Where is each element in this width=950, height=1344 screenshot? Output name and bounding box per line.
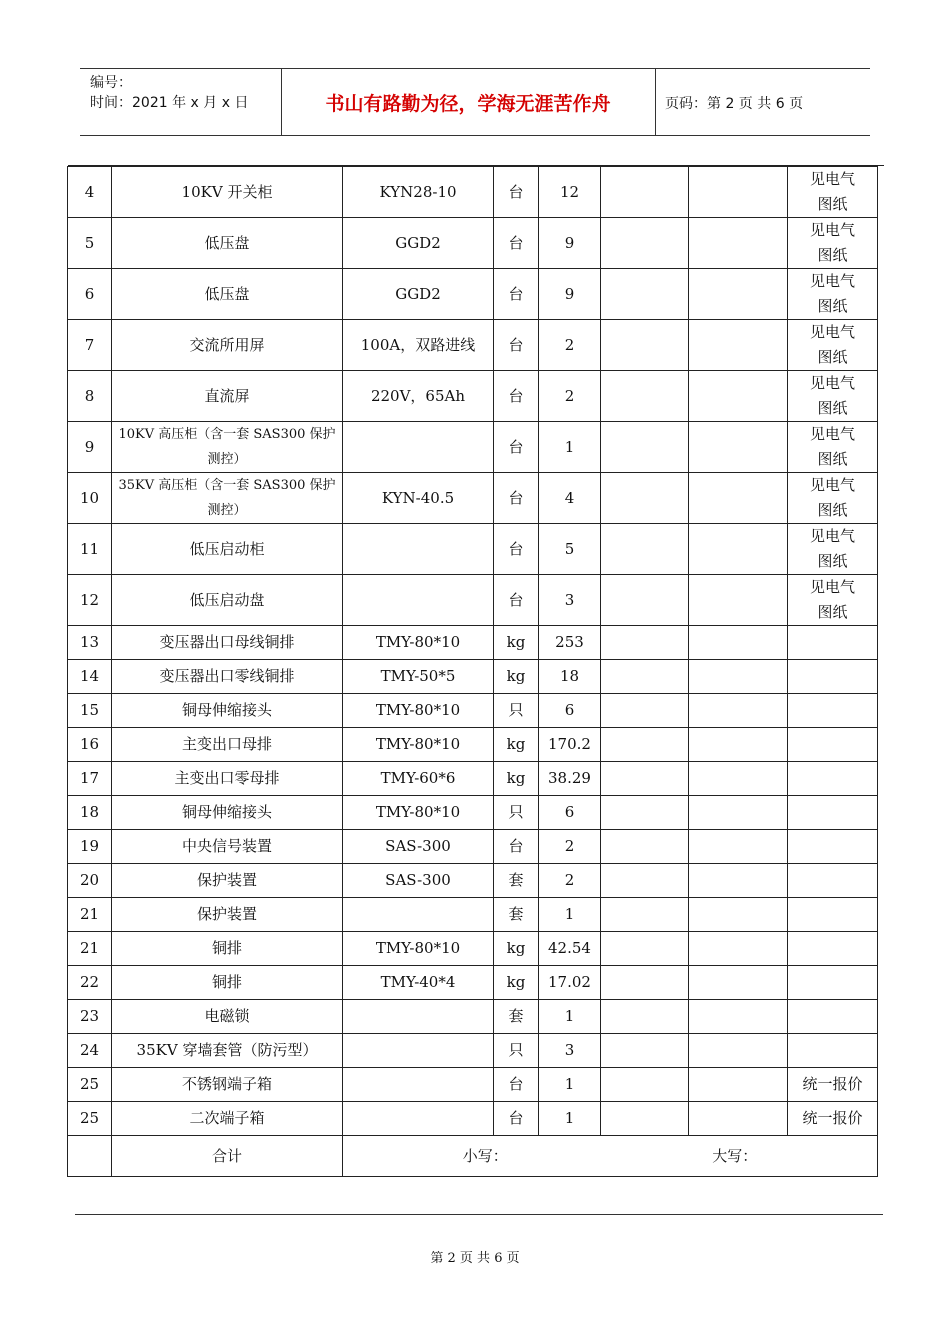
header-motto: 书山有路勤为径，学海无涯苦作舟 — [325, 93, 611, 115]
item-amount — [689, 575, 788, 626]
item-note — [788, 796, 878, 830]
item-note: 统一报价 — [788, 1102, 878, 1136]
item-quantity: 3 — [539, 1034, 601, 1068]
row-number: 17 — [68, 762, 112, 796]
page-footer: 第 2 页 共 6 页 — [430, 1251, 520, 1266]
item-quantity: 12 — [539, 167, 601, 218]
item-quantity: 6 — [539, 796, 601, 830]
item-model — [343, 1068, 494, 1102]
item-unit-price — [601, 694, 689, 728]
item-unit: 台 — [494, 320, 539, 371]
item-amount — [689, 932, 788, 966]
item-unit: kg — [494, 728, 539, 762]
table-row — [68, 898, 878, 932]
item-amount — [689, 1068, 788, 1102]
row-number: 4 — [68, 167, 112, 218]
item-unit: 台 — [494, 218, 539, 269]
item-quantity: 5 — [539, 524, 601, 575]
item-unit: kg — [494, 762, 539, 796]
table-row — [68, 1000, 878, 1034]
item-unit: 台 — [494, 167, 539, 218]
table-row — [68, 167, 878, 218]
item-quantity: 3 — [539, 575, 601, 626]
item-model — [343, 575, 494, 626]
item-unit: 台 — [494, 422, 539, 473]
item-quantity: 2 — [539, 864, 601, 898]
item-unit: 套 — [494, 864, 539, 898]
item-note — [788, 966, 878, 1000]
table-body — [68, 167, 878, 1136]
item-amount — [689, 473, 788, 524]
item-name: 铜排 — [112, 932, 343, 966]
item-amount — [689, 524, 788, 575]
row-number: 25 — [68, 1068, 112, 1102]
item-quantity: 1 — [539, 1000, 601, 1034]
item-unit-price — [601, 830, 689, 864]
item-model: TMY-80*10 — [343, 694, 494, 728]
table-row — [68, 694, 878, 728]
item-unit: 台 — [494, 575, 539, 626]
item-unit: 只 — [494, 796, 539, 830]
table-row — [68, 796, 878, 830]
table-row — [68, 473, 878, 524]
table-row — [68, 269, 878, 320]
table-row — [68, 728, 878, 762]
item-name: 低压启动柜 — [112, 524, 343, 575]
item-model: TMY-60*6 — [343, 762, 494, 796]
table-row — [68, 524, 878, 575]
table-row — [68, 422, 878, 473]
item-name: 10KV 高压柜（含一套 SAS300 保护测控） — [112, 422, 343, 473]
item-quantity: 2 — [539, 320, 601, 371]
item-unit: 台 — [494, 1068, 539, 1102]
item-unit-price — [601, 864, 689, 898]
row-number: 20 — [68, 864, 112, 898]
item-note — [788, 932, 878, 966]
item-note: 见电气图纸 — [788, 575, 878, 626]
item-note — [788, 898, 878, 932]
item-model: KYN28-10 — [343, 167, 494, 218]
item-amount — [689, 167, 788, 218]
item-quantity: 1 — [539, 1068, 601, 1102]
item-unit-price — [601, 1068, 689, 1102]
table-row — [68, 660, 878, 694]
item-model — [343, 1102, 494, 1136]
item-amount — [689, 830, 788, 864]
row-number: 18 — [68, 796, 112, 830]
item-unit-price — [601, 762, 689, 796]
table-row — [68, 371, 878, 422]
item-unit: 台 — [494, 371, 539, 422]
item-unit: 台 — [494, 524, 539, 575]
item-note — [788, 694, 878, 728]
row-number: 12 — [68, 575, 112, 626]
item-model — [343, 898, 494, 932]
row-number: 23 — [68, 1000, 112, 1034]
item-name: 变压器出口零线铜排 — [112, 660, 343, 694]
total-uppercase-label: 大写： — [712, 1146, 758, 1165]
item-quantity: 253 — [539, 626, 601, 660]
item-note — [788, 864, 878, 898]
item-name: 铜母伸缩接头 — [112, 796, 343, 830]
item-note — [788, 1000, 878, 1034]
item-quantity: 4 — [539, 473, 601, 524]
row-number: 21 — [68, 898, 112, 932]
time-label: 时间：2021 年 x 月 x 日 — [90, 95, 249, 111]
item-quantity: 17.02 — [539, 966, 601, 1000]
item-unit: kg — [494, 966, 539, 1000]
item-name: 直流屏 — [112, 371, 343, 422]
item-amount — [689, 320, 788, 371]
item-unit: kg — [494, 626, 539, 660]
item-unit-price — [601, 898, 689, 932]
item-name: 低压盘 — [112, 269, 343, 320]
item-note: 见电气图纸 — [788, 320, 878, 371]
item-unit: 台 — [494, 269, 539, 320]
table-row — [68, 218, 878, 269]
item-amount — [689, 218, 788, 269]
item-unit-price — [601, 728, 689, 762]
item-quantity: 2 — [539, 830, 601, 864]
item-amount — [689, 898, 788, 932]
item-name: 铜母伸缩接头 — [112, 694, 343, 728]
item-model: KYN-40.5 — [343, 473, 494, 524]
row-number: 13 — [68, 626, 112, 660]
item-amount — [689, 728, 788, 762]
item-unit: 台 — [494, 830, 539, 864]
item-amount — [689, 1000, 788, 1034]
item-note — [788, 830, 878, 864]
item-amount — [689, 422, 788, 473]
item-model: TMY-80*10 — [343, 626, 494, 660]
item-note: 见电气图纸 — [788, 269, 878, 320]
item-amount — [689, 269, 788, 320]
item-unit: 台 — [494, 1102, 539, 1136]
item-unit-price — [601, 320, 689, 371]
item-amount — [689, 694, 788, 728]
item-unit: 套 — [494, 1000, 539, 1034]
item-unit-price — [601, 966, 689, 1000]
item-name: 保护装置 — [112, 898, 343, 932]
item-model: TMY-80*10 — [343, 932, 494, 966]
item-model: TMY-80*10 — [343, 728, 494, 762]
item-name: 35KV 高压柜（含一套 SAS300 保护测控） — [112, 473, 343, 524]
item-name: 铜排 — [112, 966, 343, 1000]
item-name: 电磁锁 — [112, 1000, 343, 1034]
item-quantity: 170.2 — [539, 728, 601, 762]
item-model — [343, 524, 494, 575]
item-unit-price — [601, 660, 689, 694]
item-amount — [689, 966, 788, 1000]
item-note: 见电气图纸 — [788, 473, 878, 524]
item-unit: 台 — [494, 473, 539, 524]
item-quantity: 1 — [539, 1102, 601, 1136]
item-name: 中央信号装置 — [112, 830, 343, 864]
item-unit: kg — [494, 660, 539, 694]
item-quantity: 9 — [539, 218, 601, 269]
item-unit-price — [601, 473, 689, 524]
row-number: 10 — [68, 473, 112, 524]
table-row — [68, 575, 878, 626]
header-meta — [90, 73, 248, 113]
footer-rule — [75, 1214, 883, 1215]
item-note: 见电气图纸 — [788, 524, 878, 575]
item-unit-price — [601, 269, 689, 320]
item-name: 主变出口母排 — [112, 728, 343, 762]
row-number: 8 — [68, 371, 112, 422]
item-model: TMY-80*10 — [343, 796, 494, 830]
item-name: 二次端子箱 — [112, 1102, 343, 1136]
equipment-table — [67, 166, 878, 1177]
item-amount — [689, 1034, 788, 1068]
item-amount — [689, 796, 788, 830]
item-model: SAS-300 — [343, 830, 494, 864]
item-model: GGD2 — [343, 269, 494, 320]
item-note — [788, 762, 878, 796]
item-model — [343, 1034, 494, 1068]
item-model: TMY-50*5 — [343, 660, 494, 694]
row-number: 15 — [68, 694, 112, 728]
row-number: 19 — [68, 830, 112, 864]
item-unit: 只 — [494, 694, 539, 728]
item-name: 保护装置 — [112, 864, 343, 898]
item-note — [788, 728, 878, 762]
item-unit: 只 — [494, 1034, 539, 1068]
item-name: 主变出口零母排 — [112, 762, 343, 796]
item-quantity: 1 — [539, 898, 601, 932]
item-quantity: 9 — [539, 269, 601, 320]
item-model — [343, 1000, 494, 1034]
item-amount — [689, 1102, 788, 1136]
item-note: 见电气图纸 — [788, 167, 878, 218]
item-unit-price — [601, 796, 689, 830]
item-unit-price — [601, 371, 689, 422]
item-note: 统一报价 — [788, 1068, 878, 1102]
table-row — [68, 1102, 878, 1136]
item-name: 低压盘 — [112, 218, 343, 269]
row-number: 5 — [68, 218, 112, 269]
table-row — [68, 1068, 878, 1102]
row-number: 16 — [68, 728, 112, 762]
table-row — [68, 320, 878, 371]
item-quantity: 2 — [539, 371, 601, 422]
item-name: 10KV 开关柜 — [112, 167, 343, 218]
item-note — [788, 660, 878, 694]
serial-label: 编号： — [90, 75, 132, 91]
total-row — [68, 1136, 878, 1177]
total-amount-cell — [343, 1136, 878, 1177]
item-unit: kg — [494, 932, 539, 966]
row-number: 25 — [68, 1102, 112, 1136]
header-page-number: 页码：第 2 页 共 6 页 — [665, 95, 804, 112]
item-model: 220V，65Ah — [343, 371, 494, 422]
total-no-cell — [68, 1136, 112, 1177]
item-note: 见电气图纸 — [788, 422, 878, 473]
item-note: 见电气图纸 — [788, 218, 878, 269]
item-note — [788, 1034, 878, 1068]
table-row — [68, 1034, 878, 1068]
item-unit-price — [601, 167, 689, 218]
item-unit: 套 — [494, 898, 539, 932]
total-lowercase-label: 小写： — [462, 1146, 508, 1165]
item-unit-price — [601, 1000, 689, 1034]
item-model — [343, 422, 494, 473]
item-unit-price — [601, 524, 689, 575]
item-amount — [689, 762, 788, 796]
table-row — [68, 864, 878, 898]
item-model: GGD2 — [343, 218, 494, 269]
item-quantity: 18 — [539, 660, 601, 694]
item-quantity: 1 — [539, 422, 601, 473]
item-unit-price — [601, 575, 689, 626]
table-row — [68, 966, 878, 1000]
table-row — [68, 762, 878, 796]
header-divider — [655, 69, 656, 135]
item-name: 低压启动盘 — [112, 575, 343, 626]
row-number: 14 — [68, 660, 112, 694]
item-unit-price — [601, 1034, 689, 1068]
table-row — [68, 932, 878, 966]
item-unit-price — [601, 932, 689, 966]
page-header — [80, 68, 870, 136]
item-name: 变压器出口母线铜排 — [112, 626, 343, 660]
row-number: 21 — [68, 932, 112, 966]
item-name: 交流所用屏 — [112, 320, 343, 371]
item-amount — [689, 864, 788, 898]
row-number: 7 — [68, 320, 112, 371]
row-number: 6 — [68, 269, 112, 320]
item-unit-price — [601, 1102, 689, 1136]
row-number: 11 — [68, 524, 112, 575]
item-note — [788, 626, 878, 660]
item-quantity: 38.29 — [539, 762, 601, 796]
item-unit-price — [601, 422, 689, 473]
item-name: 35KV 穿墙套管（防污型） — [112, 1034, 343, 1068]
item-model: 100A，双路进线 — [343, 320, 494, 371]
item-quantity: 6 — [539, 694, 601, 728]
row-number: 9 — [68, 422, 112, 473]
row-number: 24 — [68, 1034, 112, 1068]
item-model: TMY-40*4 — [343, 966, 494, 1000]
item-quantity: 42.54 — [539, 932, 601, 966]
table-row — [68, 626, 878, 660]
item-note: 见电气图纸 — [788, 371, 878, 422]
item-unit-price — [601, 626, 689, 660]
table-row — [68, 830, 878, 864]
item-amount — [689, 660, 788, 694]
item-unit-price — [601, 218, 689, 269]
item-amount — [689, 371, 788, 422]
total-label: 合计 — [112, 1136, 343, 1177]
item-amount — [689, 626, 788, 660]
item-model: SAS-300 — [343, 864, 494, 898]
item-name: 不锈钢端子箱 — [112, 1068, 343, 1102]
row-number: 22 — [68, 966, 112, 1000]
